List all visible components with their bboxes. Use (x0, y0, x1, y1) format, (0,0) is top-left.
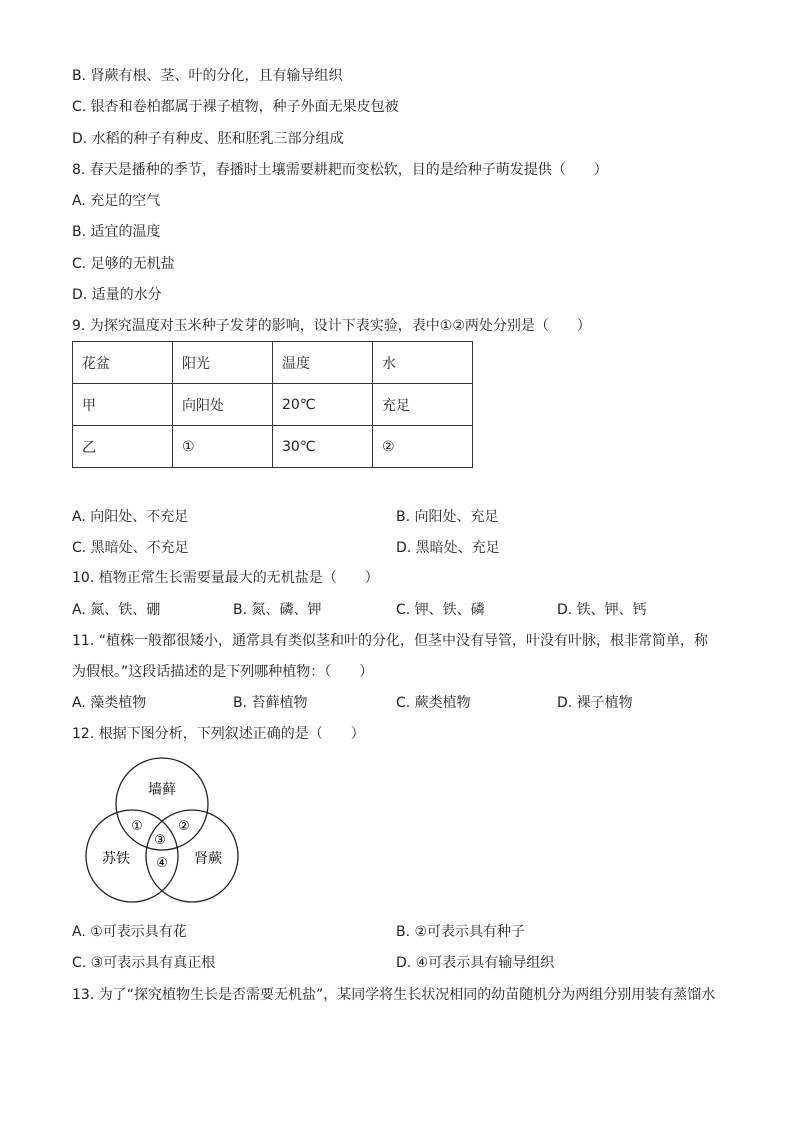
q10-option-c: C. 钾、铁、磷 (396, 602, 485, 618)
q11-option-c: C. 蕨类植物 (396, 695, 471, 711)
q12-option-b: B. ②可表示具有种子 (396, 924, 526, 940)
q8-option-d: D. 适量的水分 (72, 287, 162, 303)
q11-option-a: A. 藻类植物 (72, 695, 147, 711)
table-cell: 阳光 (173, 342, 273, 384)
table-row (73, 426, 473, 468)
table-cell: ① (173, 426, 273, 468)
table-cell: 乙 (73, 426, 173, 468)
experiment-table (72, 341, 473, 468)
q9-option-d: D. 黑暗处、充足 (396, 540, 500, 556)
q9-stem: 9. 为探究温度对玉米种子发芽的影响，设计下表实验，表中①②两处分别是（ ） (72, 318, 591, 334)
venn-diagram (78, 756, 248, 906)
table-cell: 甲 (73, 384, 173, 426)
q11-stem-line1: 11. “植株一般都很矮小，通常具有类似茎和叶的分化，但茎中没有导管，叶没有叶脉，根非常简单，称 (72, 633, 708, 649)
q12-option-a: A. ①可表示具有花 (72, 924, 187, 940)
table-cell: 花盆 (73, 342, 173, 384)
venn-region-2: ② (178, 819, 190, 834)
q8-stem: 8. 春天是播种的季节，春播时土壤需要耕耙而变松软，目的是给种子萌发提供（ ） (72, 162, 608, 178)
q8-option-b: B. 适宜的温度 (72, 224, 161, 240)
table-cell: 30℃ (273, 426, 373, 468)
table-cell: 20℃ (273, 384, 373, 426)
q11-option-b: B. 苔藓植物 (233, 695, 308, 711)
q10-option-d: D. 铁、钾、钙 (557, 602, 647, 618)
q9-option-a: A. 向阳处、不充足 (72, 509, 189, 525)
q10-option-a: A. 氮、铁、硼 (72, 602, 161, 618)
venn-region-4: ④ (156, 856, 168, 871)
q8-option-a: A. 充足的空气 (72, 193, 161, 209)
q11-option-d: D. 裸子植物 (557, 695, 633, 711)
q12-option-c: C. ③可表示具有真正根 (72, 955, 216, 971)
q9-option-b: B. 向阳处、充足 (396, 509, 499, 525)
q9-option-c: C. 黑暗处、不充足 (72, 540, 189, 556)
q7-option-c: C. 银杏和卷柏都属于裸子植物，种子外面无果皮包被 (72, 99, 399, 115)
venn-region-1: ① (131, 819, 143, 834)
q10-stem: 10. 植物正常生长需要量最大的无机盐是（ ） (72, 570, 379, 586)
q12-option-d: D. ④可表示具有输导组织 (396, 955, 555, 971)
table-cell: 温度 (273, 342, 373, 384)
q12-stem: 12. 根据下图分析，下列叙述正确的是（ ） (72, 726, 365, 742)
q8-option-c: C. 足够的无机盐 (72, 256, 175, 272)
q10-option-b: B. 氮、磷、钾 (233, 602, 322, 618)
venn-label-right: 肾蕨 (194, 851, 222, 867)
venn-label-top: 墙藓 (148, 782, 176, 798)
table-cell: ② (373, 426, 473, 468)
venn-label-left: 苏铁 (102, 851, 130, 867)
table-cell: 向阳处 (173, 384, 273, 426)
table-row (73, 342, 473, 384)
q11-stem-line2: 为假根。”这段话描述的是下列哪种植物：（ ） (72, 664, 374, 680)
q7-option-d: D. 水稻的种子有种皮、胚和胚乳三部分组成 (72, 131, 344, 147)
q13-stem: 13. 为了“探究植物生长是否需要无机盐”，某同学将生长状况相同的幼苗随机分为两组分别用装有蒸馏水 (72, 987, 716, 1003)
venn-region-3: ③ (154, 833, 166, 848)
q7-option-b: B. 肾蕨有根、茎、叶的分化，且有输导组织 (72, 68, 343, 84)
table-cell: 充足 (373, 384, 473, 426)
table-row (73, 384, 473, 426)
table-cell: 水 (373, 342, 473, 384)
